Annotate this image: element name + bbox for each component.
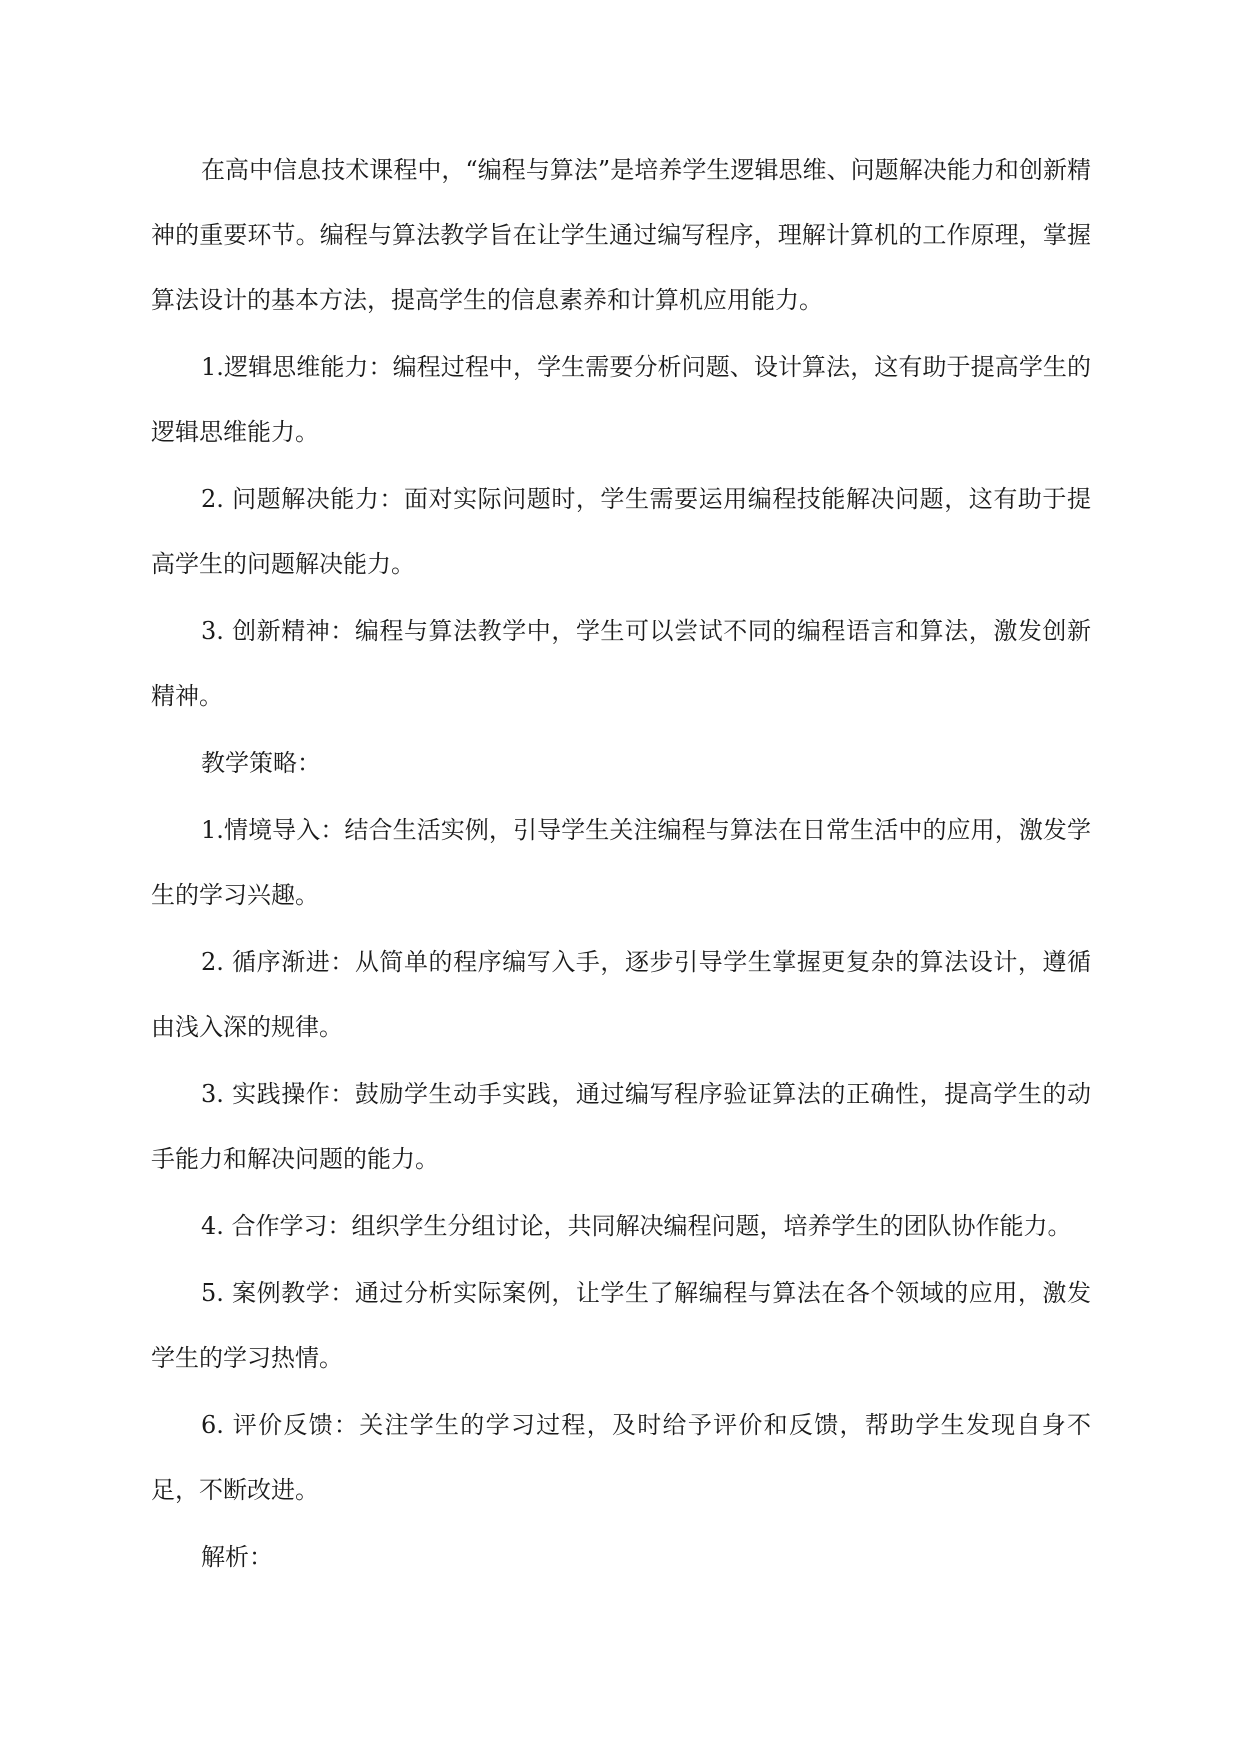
document-body: [151, 138, 1091, 1592]
intro-paragraph: 在高中信息技术课程中，“编程与算法”是培养学生逻辑思维、问题解决能力和创新精神的重要环节。编程与算法教学旨在让学生通过编写程序，理解计算机的工作原理，掌握算法设计的基本方法，提高学生的信息素养和计算机应用能力。: [151, 156, 1091, 314]
section-heading-strategies: 教学策略：: [201, 749, 321, 777]
section-heading-analysis: 解析：: [201, 1543, 273, 1571]
strategy-practice: 3. 实践操作：鼓励学生动手实践，通过编写程序验证算法的正确性，提高学生的动手能力和解决问题的能力。: [151, 1080, 1091, 1173]
point-logical-thinking: 1.逻辑思维能力：编程过程中，学生需要分析问题、设计算法，这有助于提高学生的逻辑思维能力。: [151, 353, 1091, 446]
strategy-evaluation-feedback: 6. 评价反馈：关注学生的学习过程，及时给予评价和反馈，帮助学生发现自身不足，不断改进。: [151, 1411, 1091, 1504]
strategy-gradual-progress: 2. 循序渐进：从简单的程序编写入手，逐步引导学生掌握更复杂的算法设计，遵循由浅入深的规律。: [151, 948, 1091, 1041]
strategy-scenario-intro: 1.情境导入：结合生活实例，引导学生关注编程与算法在日常生活中的应用，激发学生的学习兴趣。: [151, 816, 1091, 909]
strategy-cooperative-learning: 4. 合作学习：组织学生分组讨论，共同解决编程问题，培养学生的团队协作能力。: [201, 1212, 1072, 1240]
strategy-case-teaching: 5. 案例教学：通过分析实际案例，让学生了解编程与算法在各个领域的应用，激发学生的学习热情。: [151, 1279, 1091, 1372]
point-problem-solving: 2. 问题解决能力：面对实际问题时，学生需要运用编程技能解决问题，这有助于提高学生的问题解决能力。: [151, 485, 1091, 578]
point-innovation: 3. 创新精神：编程与算法教学中，学生可以尝试不同的编程语言和算法，激发创新精神。: [151, 617, 1091, 710]
